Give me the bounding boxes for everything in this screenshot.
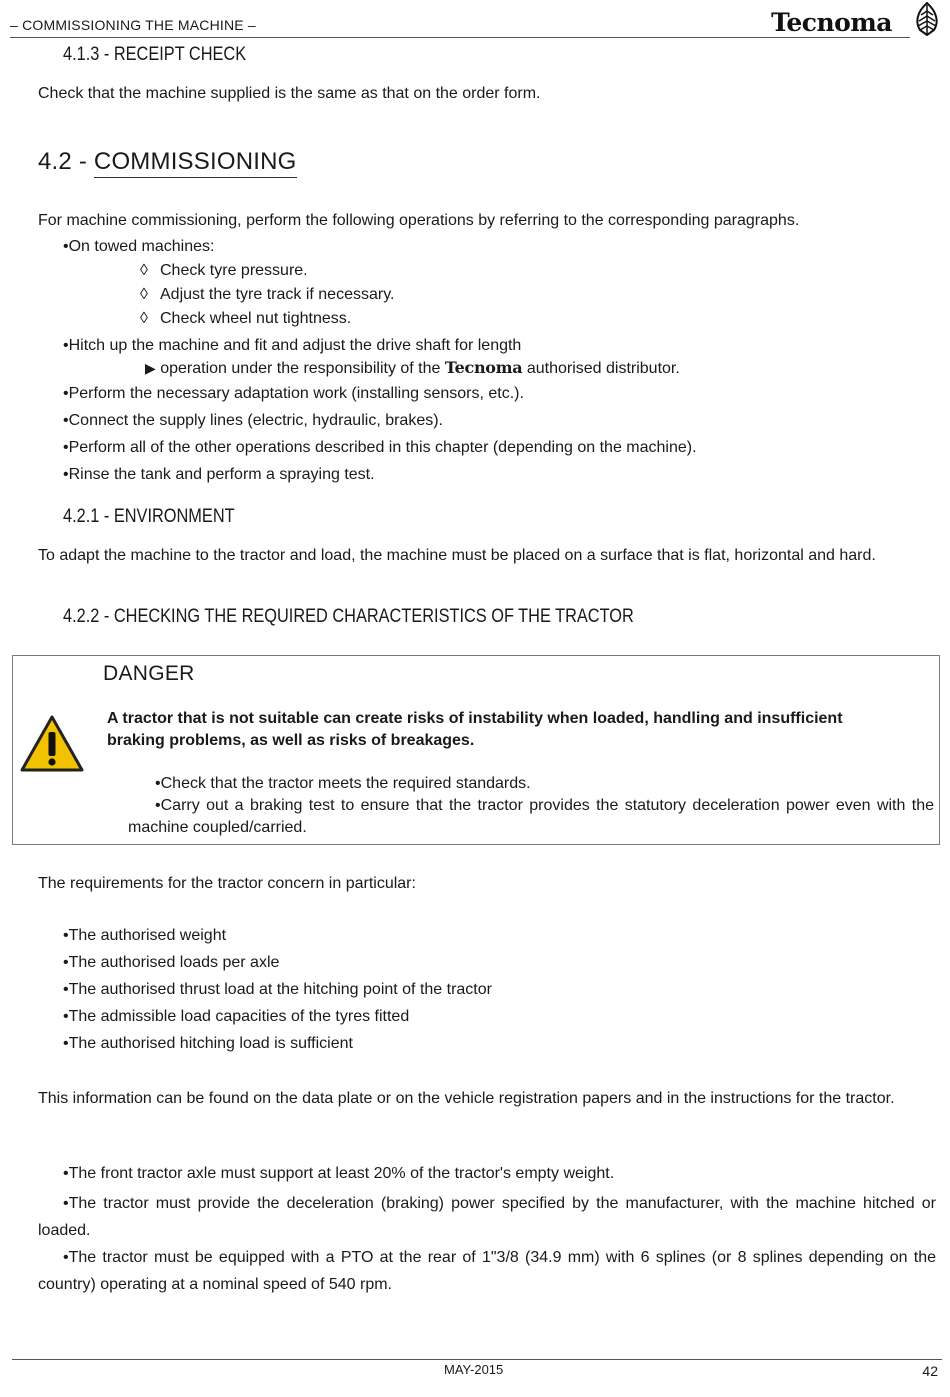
list-item: •The admissible load capacities of the tyres fitted (63, 1008, 410, 1025)
brand-inline: Tecnoma (444, 358, 523, 377)
bullet-hitch: •Hitch up the machine and fit and adjust the drive shaft for length (63, 337, 522, 354)
footer-date: MAY-2015 (444, 1362, 504, 1377)
danger-warning-text: A tractor that is not suitable can create risks of instability when loaded, handling and insufficient braking problems, as well as risks of breakages. (107, 710, 843, 749)
list-item: •The authorised weight (63, 927, 227, 944)
arrow-right-icon: ▶ (145, 360, 156, 376)
final-item: •The tractor must be equipped with a PTO at the rear of 1"3/8 (34.9 mm) with 6 splines (or 8 splines depending on the country) operating at a nominal speed of 540 rpm. (38, 1249, 936, 1293)
danger-item: •Carry out a braking test to ensure that the tractor provides the statutory deceleration power even with the machine coupled/carried. (128, 797, 934, 836)
list-item: •Connect the supply lines (electric, hydraulic, brakes). (63, 412, 443, 429)
list-item: •The authorised loads per axle (63, 954, 280, 971)
receipt-check-text: Check that the machine supplied is the same as that on the order form. (38, 85, 541, 102)
towed-item: ◊ Check tyre pressure. (140, 262, 308, 279)
environment-text: To adapt the machine to the tractor and load, the machine must be placed on a surface that is flat, horizontal and hard. (38, 547, 876, 564)
danger-title: DANGER (103, 662, 195, 685)
towed-item: ◊ Check wheel nut tightness. (140, 310, 352, 327)
towed-item: ◊ Adjust the tyre track if necessary. (140, 286, 395, 303)
brand-logo-text: Tecnoma (771, 8, 892, 37)
environment-heading: 4.2.1 - ENVIRONMENT (63, 506, 235, 527)
hitch-note: ▶ operation under the responsibility of the Tecnoma authorised distributor. (145, 358, 680, 377)
commissioning-number: 4.2 - (38, 148, 94, 175)
list-item: •The authorised thrust load at the hitching point of the tractor (63, 981, 492, 998)
tractor-heading: 4.2.2 - CHECKING THE REQUIRED CHARACTERISTICS OF THE TRACTOR (63, 606, 634, 627)
commissioning-intro: For machine commissioning, perform the following operations by referring to the corresponding paragraphs. (38, 212, 800, 229)
footer-rule (12, 1359, 942, 1360)
final-item: •The front tractor axle must support at least 20% of the tractor's empty weight. (63, 1165, 615, 1182)
danger-item: •Check that the tractor meets the required standards. (155, 775, 531, 792)
requirements-info: This information can be found on the data plate or on the vehicle registration papers and in the instructions for the tractor. (38, 1090, 895, 1107)
list-item: •The authorised hitching load is sufficient (63, 1035, 353, 1052)
requirements-intro: The requirements for the tractor concern in particular: (38, 875, 416, 892)
leaf-logo-icon (912, 2, 942, 36)
warning-triangle-icon (19, 714, 85, 774)
commissioning-heading (38, 148, 297, 176)
bullet-towed: •On towed machines: (63, 238, 215, 255)
commissioning-title: COMMISSIONING (94, 148, 297, 178)
header-rule (10, 37, 910, 38)
list-item: •Perform the necessary adaptation work (installing sensors, etc.). (63, 385, 524, 402)
header-section-title: – COMMISSIONING THE MACHINE – (10, 17, 256, 33)
page-number: 42 (922, 1363, 938, 1379)
receipt-check-heading: 4.1.3 - RECEIPT CHECK (63, 44, 247, 65)
list-item: •Perform all of the other operations described in this chapter (depending on the machine). (63, 439, 697, 456)
list-item: •Rinse the tank and perform a spraying test. (63, 466, 375, 483)
final-item: •The tractor must provide the deceleration (braking) power specified by the manufacturer, with the machine hitched or loaded. (38, 1195, 936, 1239)
